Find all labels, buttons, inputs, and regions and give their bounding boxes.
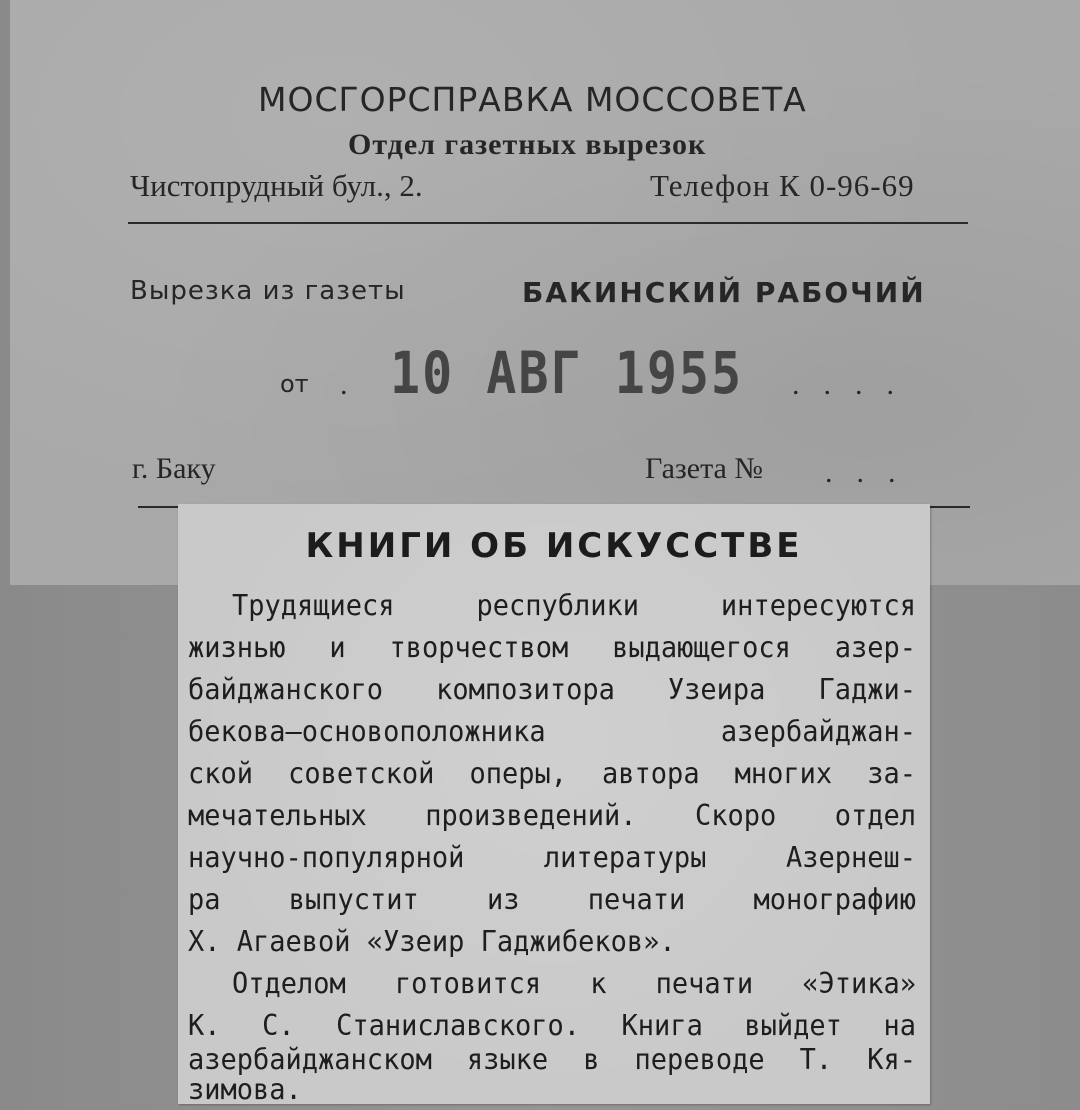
newspaper-clipping (178, 504, 930, 1107)
address: Чистопрудный бул., 2. (130, 168, 423, 203)
date-stamp: 10 АВГ 1955 (390, 340, 744, 407)
article-line: научно-популярной литературы Азернеш- (188, 842, 916, 875)
article-line: ской советской оперы, автора многих за- (188, 758, 916, 791)
city-label: г. Баку (132, 452, 216, 485)
article-line: байджанского композитора Узеира Гаджи- (188, 674, 916, 707)
newspaper-name: БАКИНСКИЙ РАБОЧИЙ (522, 276, 926, 309)
article-line: мечательных произведений. Скоро отдел (188, 800, 916, 833)
article-line: Трудящиеся республики интересуются (232, 590, 916, 623)
article-line: ра выпустит из печати монографию (188, 884, 916, 917)
fill-dots: .... (792, 368, 918, 401)
article-title: КНИГИ ОБ ИСКУССТВЕ (305, 526, 803, 566)
fill-dots: . (340, 368, 372, 401)
fill-dots: ... (825, 456, 920, 489)
clipping-label: Вырезка из газеты (130, 276, 406, 306)
article-line: Х. Агаевой «Узеир Гаджибеков». (188, 926, 676, 959)
date-from-label: от (280, 370, 309, 398)
department-name: Отдел газетных вырезок (348, 128, 707, 161)
organization-name: МОСГОРСПРАВКА МОССОВЕТА (258, 80, 807, 119)
article-line: Отделом готовится к печати «Этика» (232, 968, 916, 1001)
issue-number-label: Газета № (645, 452, 763, 485)
phone-number: Телефон К 0-96-69 (650, 168, 915, 203)
article-line: бекова—основоположника азербайджан- (188, 716, 916, 749)
article-line: К. С. Станиславского. Книга выйдет на (188, 1010, 916, 1043)
article-line: жизнью и творчеством выдающегося азер- (188, 632, 916, 665)
article-line: зимова. (188, 1074, 302, 1107)
article-line: азербайджанском языке в переводе Т. Кя- (188, 1044, 916, 1077)
header-divider (128, 222, 968, 224)
